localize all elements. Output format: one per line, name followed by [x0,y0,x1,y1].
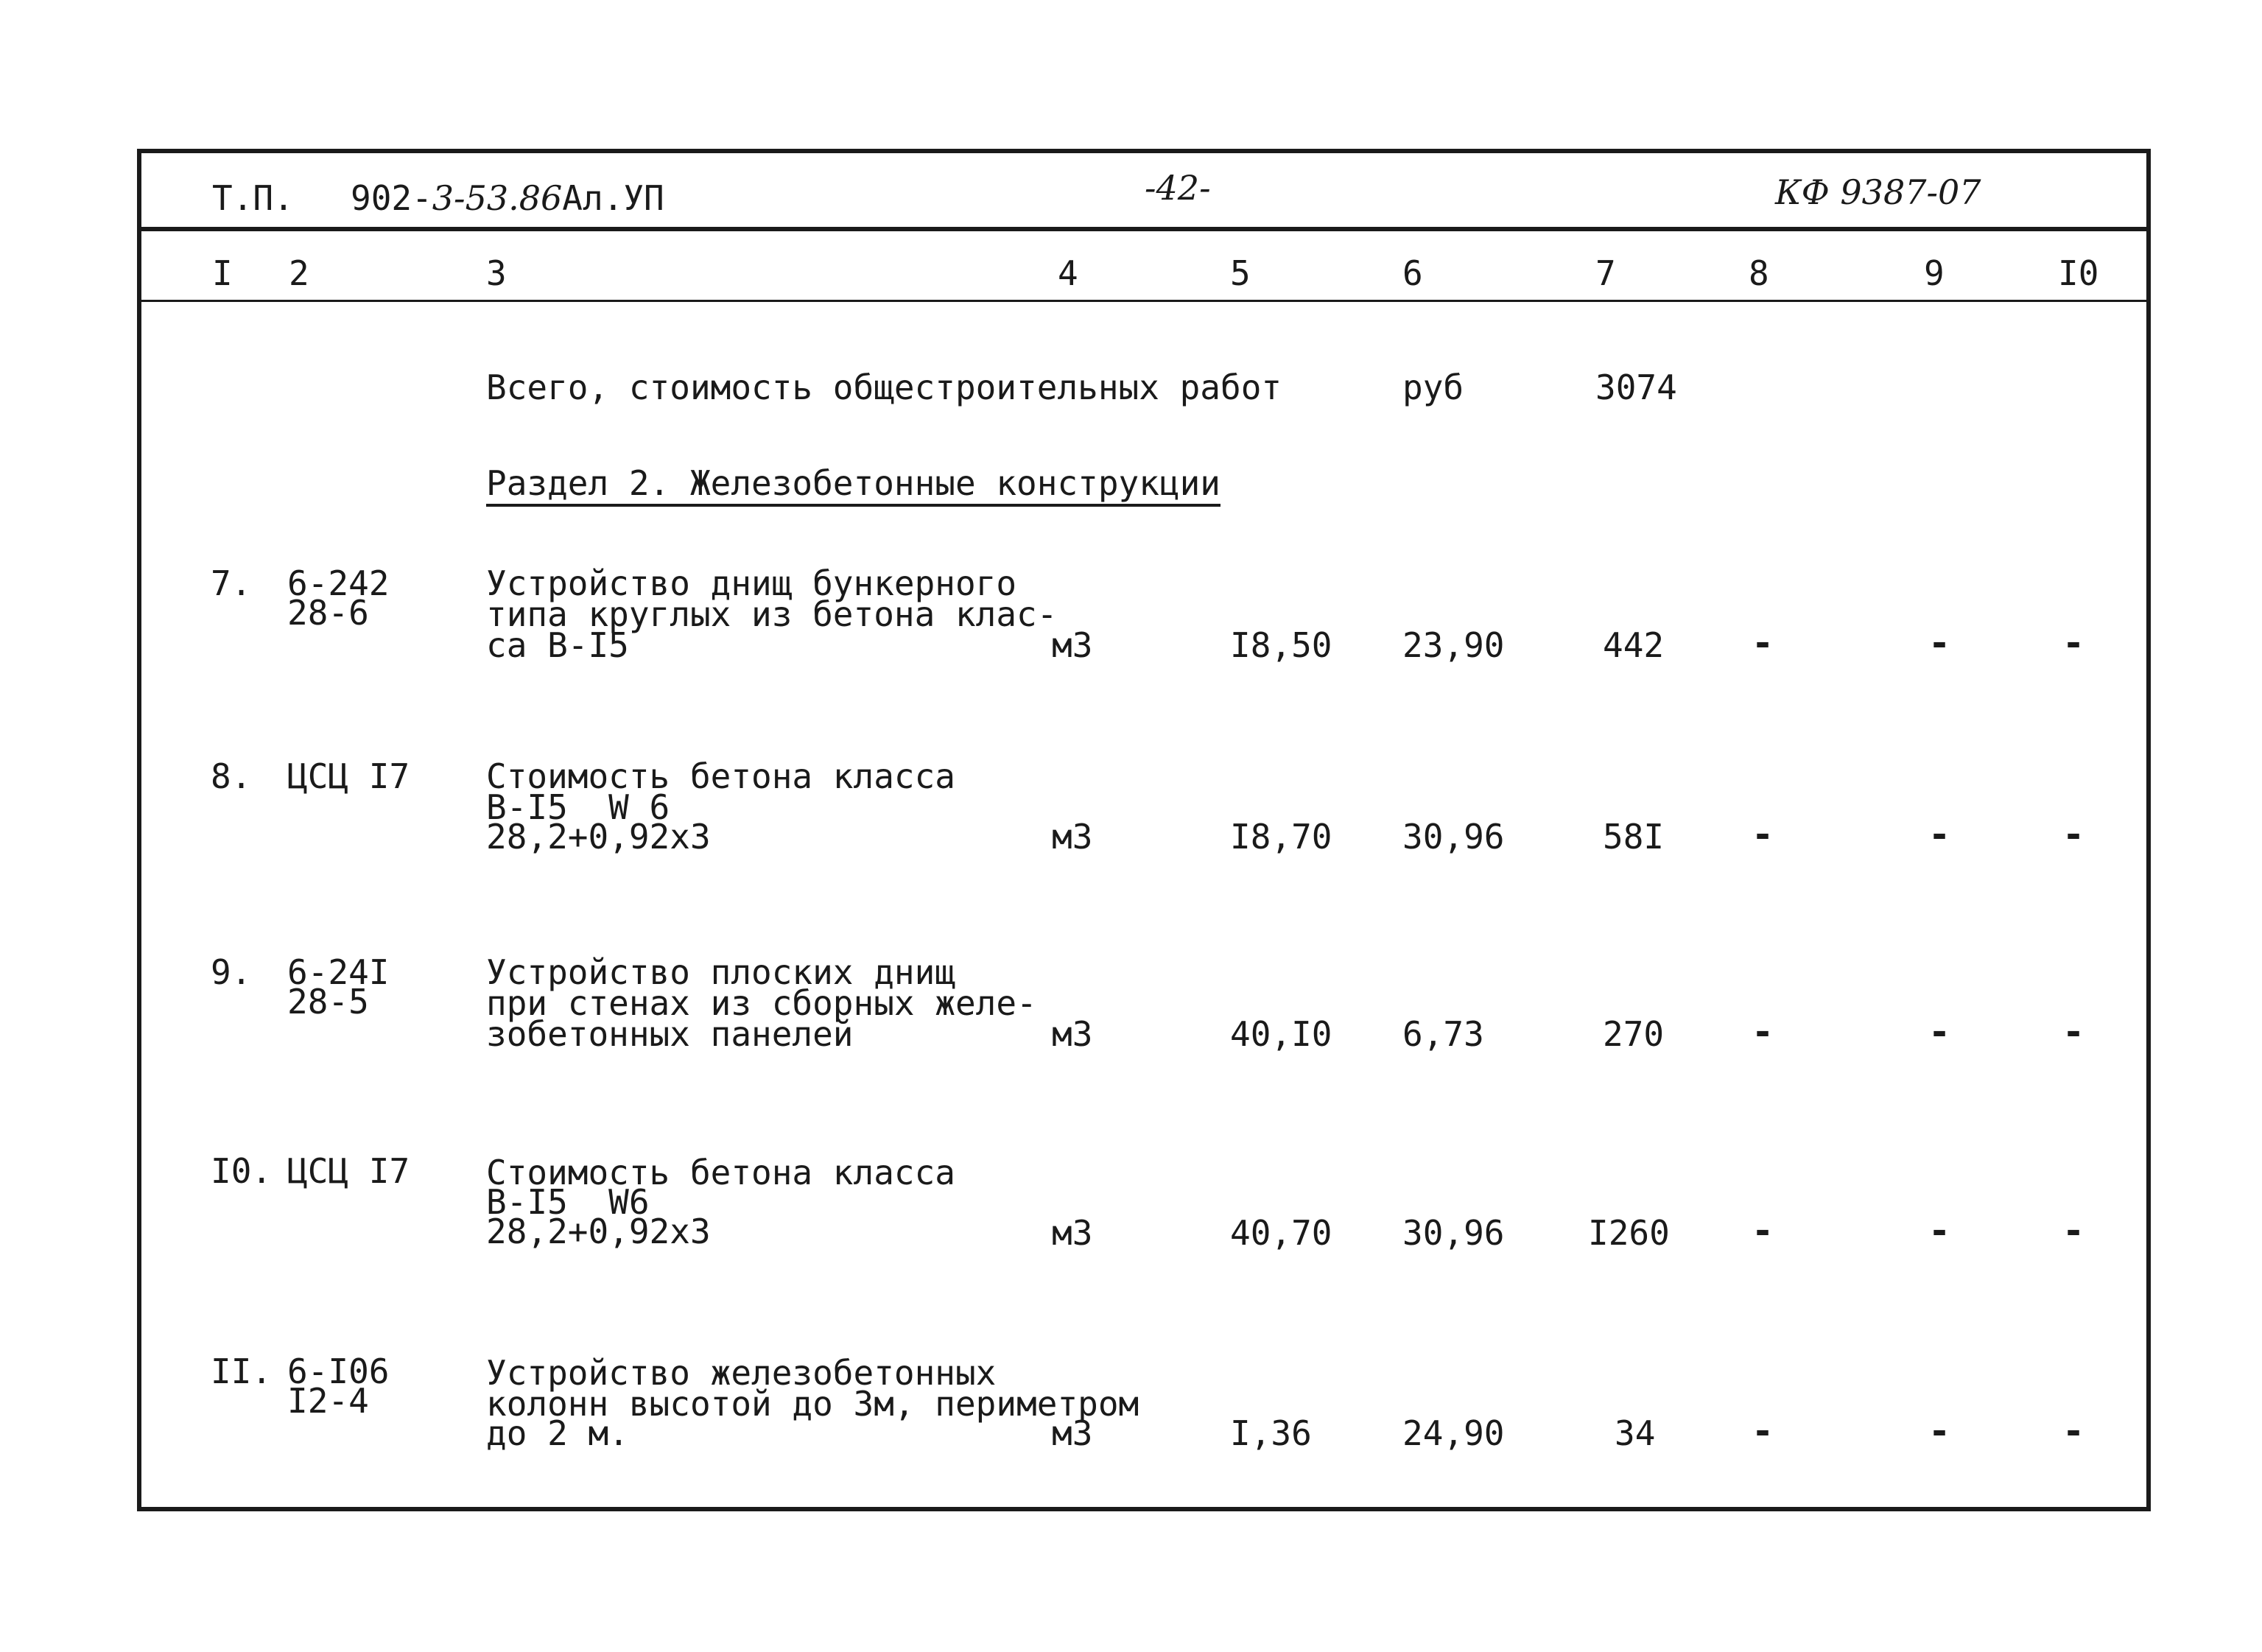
row-col8: - [1752,1209,1774,1252]
col-8: 8 [1749,253,1769,293]
row-col10: - [2062,1209,2085,1252]
row-unit: м3 [1052,625,1093,665]
column-number-row [141,231,2146,302]
row-unit: м3 [1052,1413,1093,1453]
row-total: 58I [1603,817,1665,857]
row-code-line: I2-4 [287,1381,369,1421]
row-description-line: Стоимость бетона класса [486,756,955,796]
row-unit-price: 23,90 [1402,625,1505,665]
row-col10: - [2062,1410,2085,1452]
row-number: II. [211,1352,273,1391]
row-quantity: 40,I0 [1230,1014,1332,1054]
row-total: I260 [1588,1213,1670,1253]
row-quantity: I,36 [1230,1413,1312,1453]
col-2: 2 [289,253,309,293]
row-col9: - [1928,813,1951,856]
row-code-line: 6-242 [287,563,390,603]
row-total: 270 [1603,1014,1665,1054]
total-unit: руб [1402,368,1464,407]
row-description-line: при стенах из сборных желе- [486,983,1037,1023]
project-suffix: Ал.УП [562,178,664,218]
row-col9: - [1928,1410,1951,1452]
col-6: 6 [1402,253,1423,293]
row-col9: - [1928,1010,1951,1053]
col-4: 4 [1058,253,1078,293]
col-1: I [212,253,233,293]
row-unit-price: 6,73 [1402,1014,1484,1054]
project-handwritten: 3-53.86 [432,178,563,218]
row-description-line: Стоимость бетона класса [486,1153,955,1192]
row-unit-price: 24,90 [1402,1413,1505,1453]
row-unit-price: 30,96 [1402,1213,1505,1253]
row-description-line: типа круглых из бетона клас- [486,594,1058,634]
document-frame [137,149,2151,1511]
total-label: Всего, стоимость общестроительных работ [486,368,1282,407]
row-col8: - [1752,622,1774,664]
row-description-line: 28,2+0,92х3 [486,817,711,857]
row-col8: - [1752,813,1774,856]
row-total: 442 [1603,625,1665,665]
row-quantity: I8,50 [1230,625,1332,665]
row-number: 9. [211,952,252,992]
col-5: 5 [1230,253,1251,293]
project-prefix: 902- [351,178,432,218]
row-col10: - [2062,622,2085,664]
col-7: 7 [1595,253,1616,293]
row-description-line: са В-I5 [486,625,629,665]
row-description-line: 28,2+0,92х3 [486,1212,711,1251]
row-unit-price: 30,96 [1402,817,1505,857]
row-description-line: колонн высотой до 3м, периметром [486,1384,1139,1424]
row-code-line: 28-6 [287,593,369,633]
project-number [351,178,664,218]
tp-label: Т.П. [212,178,294,218]
row-code-line: ЦСЦ I7 [287,756,410,796]
row-col9: - [1928,1209,1951,1252]
row-description-line: В-I5 W 6 [486,787,670,827]
row-quantity: I8,70 [1230,817,1332,857]
row-unit: м3 [1052,817,1093,857]
document-header [141,153,2146,231]
row-code-line: 6-24I [287,952,390,992]
row-code-line: 6-I06 [287,1352,390,1391]
row-quantity: 40,70 [1230,1213,1332,1253]
row-total: 34 [1615,1413,1656,1453]
row-unit: м3 [1052,1014,1093,1054]
col-9: 9 [1924,253,1945,293]
row-code-line: 28-5 [287,982,369,1022]
row-number: 8. [211,756,252,796]
col-10: I0 [2058,253,2099,293]
row-description-line: Устройство железобетонных [486,1353,997,1393]
section-title: Раздел 2. Железобетонные конструкции [486,463,1220,503]
document-code: КФ 9387-07 [1775,172,1981,212]
row-col8: - [1752,1410,1774,1452]
row-col8: - [1752,1010,1774,1053]
row-col9: - [1928,622,1951,664]
page-number: -42- [1145,168,1211,208]
row-description-line: до 2 м. [486,1413,629,1453]
row-col10: - [2062,1010,2085,1053]
row-description-line: зобетонных панелей [486,1014,854,1054]
row-description-line: В-I5 W6 [486,1182,650,1222]
row-description-line: Устройство днищ бункерного [486,563,1017,603]
row-col10: - [2062,813,2085,856]
row-unit: м3 [1052,1213,1093,1253]
row-number: I0. [211,1151,273,1191]
total-value: 3074 [1595,368,1677,407]
col-3: 3 [486,253,507,293]
row-code-line: ЦСЦ I7 [287,1151,410,1191]
row-number: 7. [211,563,252,603]
row-description-line: Устройство плоских днищ [486,952,955,992]
